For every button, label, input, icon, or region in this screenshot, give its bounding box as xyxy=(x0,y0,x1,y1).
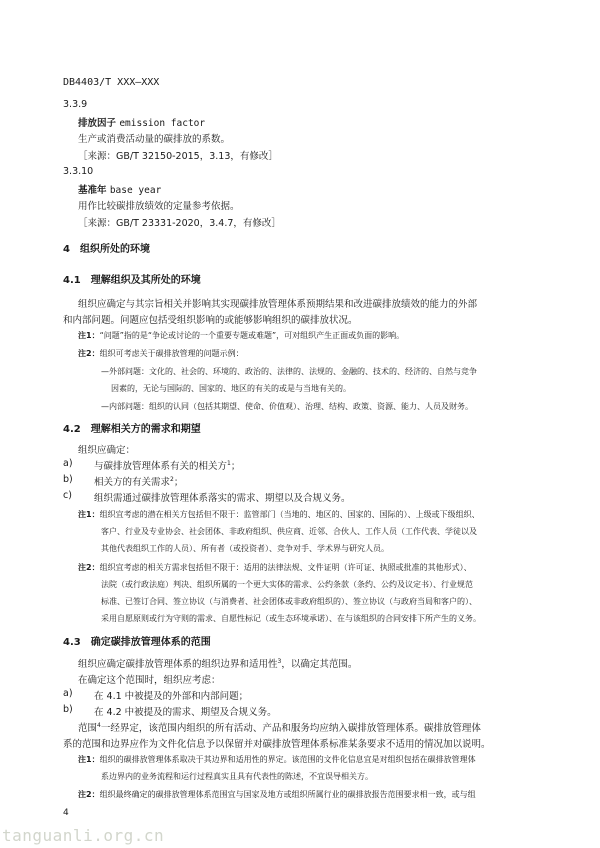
list-marker: b) xyxy=(63,704,73,715)
list-text-content: 与碳排放管理体系有关的相关方 xyxy=(94,461,228,472)
term-zh: 排放因子 xyxy=(78,118,117,129)
watermark: tanguanli.org.cn xyxy=(2,826,165,845)
list-text: 相关方的有关需求$^2$； xyxy=(94,475,184,488)
list-item xyxy=(63,474,184,488)
note xyxy=(78,509,480,520)
note-label: 注2： xyxy=(78,349,100,358)
list-text: 与碳排放管理体系有关的相关方$^1$； xyxy=(94,459,241,472)
note-line: —内部问题：组织的认同（包括其期望、使命、价值观）、治理、结构、政策、资源、能力、人员及财务。 xyxy=(101,402,473,411)
footnote-ref[interactable]: 1 xyxy=(227,459,231,467)
note-line: 客户、行业及专业协会、社会团体、非政府组织、供应商、近邻、合伙人、工作人员（工作代表、学徒以及 xyxy=(101,527,477,536)
list-text-content: 在 4.1 中被提及的外部和内部问题； xyxy=(94,691,249,702)
list-marker: a) xyxy=(63,458,73,469)
footnote-ref[interactable]: 3 xyxy=(277,657,282,665)
paragraph-line xyxy=(78,720,481,734)
note-line: 采用自愿原则或行为守则的需求、自愿性标记（或生态环境承诺）、在与该组织的合同安排下所产生的义务。 xyxy=(101,614,481,623)
paragraph-line: 和内部问题。问题应包括受组织影响的或能够影响组织的碳排放状况。 xyxy=(63,315,358,326)
term-source: ［来源：GB/T 32150-2015，3.13，有修改］ xyxy=(78,151,278,162)
list-item xyxy=(63,704,277,718)
footnote-ref[interactable]: 4 xyxy=(97,721,101,729)
note xyxy=(78,348,244,359)
note xyxy=(78,562,472,573)
note xyxy=(78,330,404,341)
note-label: 注2： xyxy=(78,563,100,572)
term-en: base year xyxy=(109,185,162,196)
term-definition: 生产或消费活动量的碳排放的系数。 xyxy=(78,134,231,145)
paragraph-text: ，以确定其范围。 xyxy=(281,659,358,670)
term-number: 3.3.10 xyxy=(63,166,94,177)
paragraph-text: 范围 xyxy=(78,723,98,734)
note-label: 注2： xyxy=(78,790,100,799)
list-marker: b) xyxy=(63,474,73,485)
note-label: 注1： xyxy=(78,755,100,764)
note-line: 因素的，无论与国际的、国家的、地区的有关的或是与当地有关的。 xyxy=(111,384,351,393)
paragraph-line: 在确定这个范围时，组织应考虑： xyxy=(78,675,221,686)
term-definition: 用作比较碳排放绩效的定量参考依据。 xyxy=(78,201,240,212)
paragraph-line: 组织应确定与其宗旨相关并影响其实现碳排放管理体系预期结果和改进碳排放绩效的能力的外部 xyxy=(78,299,478,310)
subsection-heading: 4.2 理解相关方的需求和期望 xyxy=(63,424,201,435)
list-text-content: 在 4.2 中被提及的需求、期望及合规义务。 xyxy=(94,707,277,718)
footnote-ref[interactable]: 2 xyxy=(170,475,174,483)
document-code: DB4403/T XXX—XXX xyxy=(63,77,160,88)
subsection-heading: 4.3 确定碳排放管理体系的范围 xyxy=(63,637,211,648)
paragraph-line: 系的范围和边界应作为文件化信息予以保留并对碳排放管理体系标准某条要求不适用的情况加以说明。 xyxy=(63,739,491,750)
note-label: 注1： xyxy=(78,510,100,519)
note-line: 法院（或行政法庭）判决、组织所属的一个更大实体的需求、公约条款（条约、公约及议定书）、行业规范 xyxy=(101,580,473,589)
note-line: —外部问题：文化的、社会的、环境的、政治的、法律的、法规的、金融的、技术的、经济的、自然与竞争 xyxy=(101,367,477,376)
term-number: 3.3.9 xyxy=(63,99,88,110)
note-text: 组织的碳排放管理体系取决于其边界和适用性的界定。该范围的文件化信息宜是对组织包括在碳排放管理体 xyxy=(99,755,476,764)
page-number: 4 xyxy=(63,808,69,818)
paragraph-text: 组织应确定碳排放管理体系的组织边界和适用性 xyxy=(78,659,278,670)
note-line: 系边界内的业务流程和运行过程真实且具有代表性的陈述，不宜误导相关方。 xyxy=(101,772,373,781)
list-marker: c) xyxy=(63,490,72,501)
term-en: emission factor xyxy=(119,118,206,129)
list-text-content: 组织需通过碳排放管理体系落实的需求、期望以及合规义务。 xyxy=(94,493,351,504)
note-text: 组织最终确定的碳排放管理体系范围宜与国家及地方或组织所属行业的碳排放报告范围要求相一致，或与组 xyxy=(99,790,476,799)
paragraph-line: 组织应确定： xyxy=(78,445,136,456)
note-text: “问题”指的是“争论或讨论的一个重要专题或难题”，可对组织产生正面或负面的影响。 xyxy=(99,331,405,340)
term-zh: 基准年 xyxy=(78,185,107,196)
list-item xyxy=(63,688,249,702)
note-text: 组织可考虑关于碳排放管理的问题示例： xyxy=(99,349,244,358)
note-text: 组织宜考虑的潜在相关方包括但不限于：监管部门（当地的、地区的、国家的、国际的）、上级或下级组织、 xyxy=(99,510,480,519)
subsection-heading: 4.1 理解组织及其所处的环境 xyxy=(63,275,201,286)
term-source: ［来源：GB/T 23331-2020，3.4.7，有修改］ xyxy=(78,218,281,229)
list-item xyxy=(63,458,241,472)
list-text-content: 相关方的有关需求 xyxy=(94,477,171,488)
term-title xyxy=(78,182,161,196)
note xyxy=(78,754,476,765)
note-line: 其他代表组织工作的人员）、所有者（或投资者）、竞争对手、学术界与研究人员。 xyxy=(101,544,389,553)
paragraph-text: 一经界定，该范围内组织的所有活动、产品和服务均应纳入碳排放管理体系。碳排放管理体 xyxy=(100,723,481,734)
list-marker: a) xyxy=(63,688,73,699)
note-text: 组织宜考虑的相关方需求包括但不限于：适用的法律法规、文件证明（许可证、执照或批准的其他形式）、 xyxy=(99,563,472,572)
note xyxy=(78,789,476,800)
note-label: 注1： xyxy=(78,331,100,340)
note-line: 标准、已签订合同、签立协议（与消费者、社会团体或非政府组织的）、签立协议（与政府当局和客户的）、 xyxy=(101,597,477,606)
list-item xyxy=(63,490,351,504)
term-title xyxy=(78,115,205,129)
section-heading: 4 组织所处的环境 xyxy=(63,244,150,255)
paragraph-line xyxy=(78,656,357,670)
